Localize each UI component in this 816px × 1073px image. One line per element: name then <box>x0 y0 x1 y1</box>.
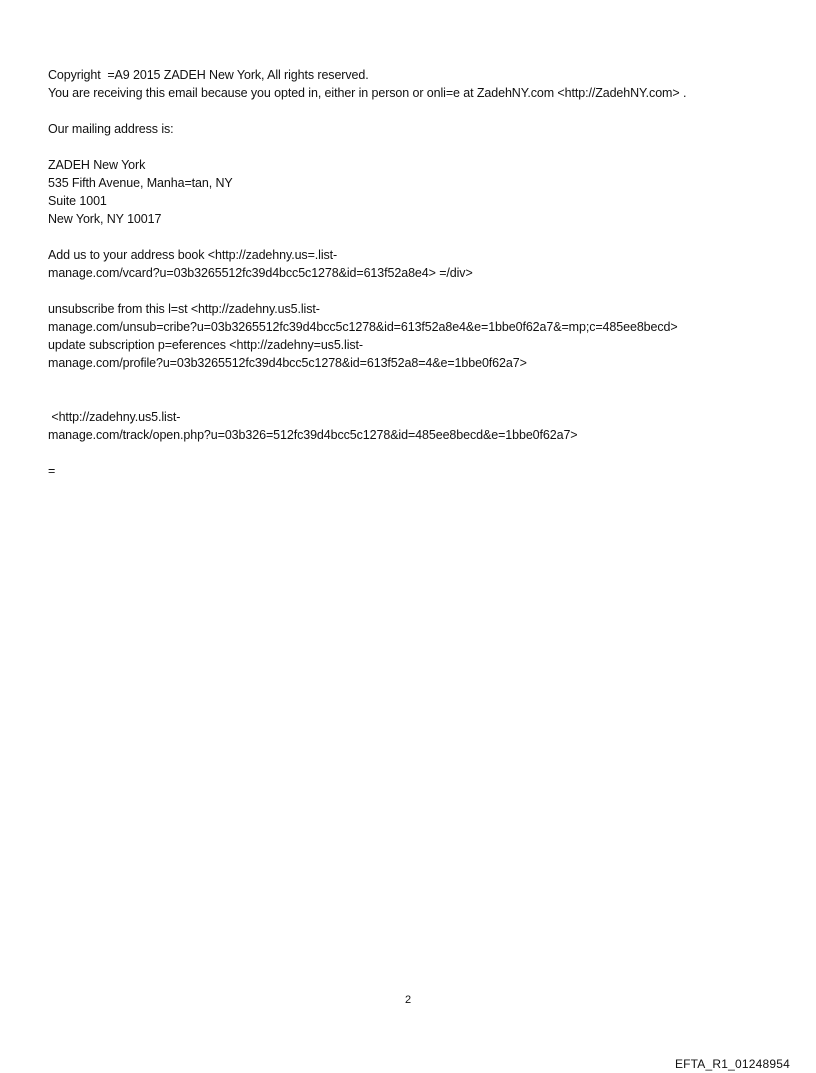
opt-in-reason-line: You are receiving this email because you opted in, either in person or onli=e at ZadehNY.com <http://ZadehNY.com> . <box>48 86 687 100</box>
email-body <box>48 66 788 480</box>
tracking-link-continued[interactable]: manage.com/track/open.php?u=03b326=512fc39d4bcc5c1278&id=485ee8becd&e=1bbe0f62a7> <box>48 428 578 442</box>
address-book-link[interactable]: Add us to your address book <http://zadehny.us=.list- <box>48 248 338 262</box>
update-preferences-link[interactable]: update subscription p=eferences <http://zadehny=us5.list- <box>48 338 363 352</box>
trailing-equals: = <box>48 464 56 478</box>
address-street: 535 Fifth Avenue, Manha=tan, NY <box>48 176 233 190</box>
copyright-line: Copyright =A9 2015 ZADEH New York, All rights reserved. <box>48 68 369 82</box>
mailing-address-heading: Our mailing address is: <box>48 122 174 136</box>
document-id: EFTA_R1_01248954 <box>674 1057 790 1071</box>
tracking-link[interactable]: <http://zadehny.us5.list- <box>48 410 181 424</box>
address-company: ZADEH New York <box>48 158 146 172</box>
page-number: 2 <box>404 994 412 1006</box>
unsubscribe-link[interactable]: unsubscribe from this l=st <http://zadehny.us5.list- <box>48 302 320 316</box>
address-suite: Suite 1001 <box>48 194 107 208</box>
address-book-link-continued[interactable]: manage.com/vcard?u=03b3265512fc39d4bcc5c1278&id=613f52a8e4> =/div> <box>48 266 473 280</box>
unsubscribe-link-continued[interactable]: manage.com/unsub=cribe?u=03b3265512fc39d4bcc5c1278&id=613f52a8e4&e=1bbe0f62a7&=mp;c=485ee8becd> <box>48 320 678 334</box>
update-preferences-link-continued[interactable]: manage.com/profile?u=03b3265512fc39d4bcc5c1278&id=613f52a8=4&e=1bbe0f62a7> <box>48 356 527 370</box>
address-city: New York, NY 10017 <box>48 212 162 226</box>
